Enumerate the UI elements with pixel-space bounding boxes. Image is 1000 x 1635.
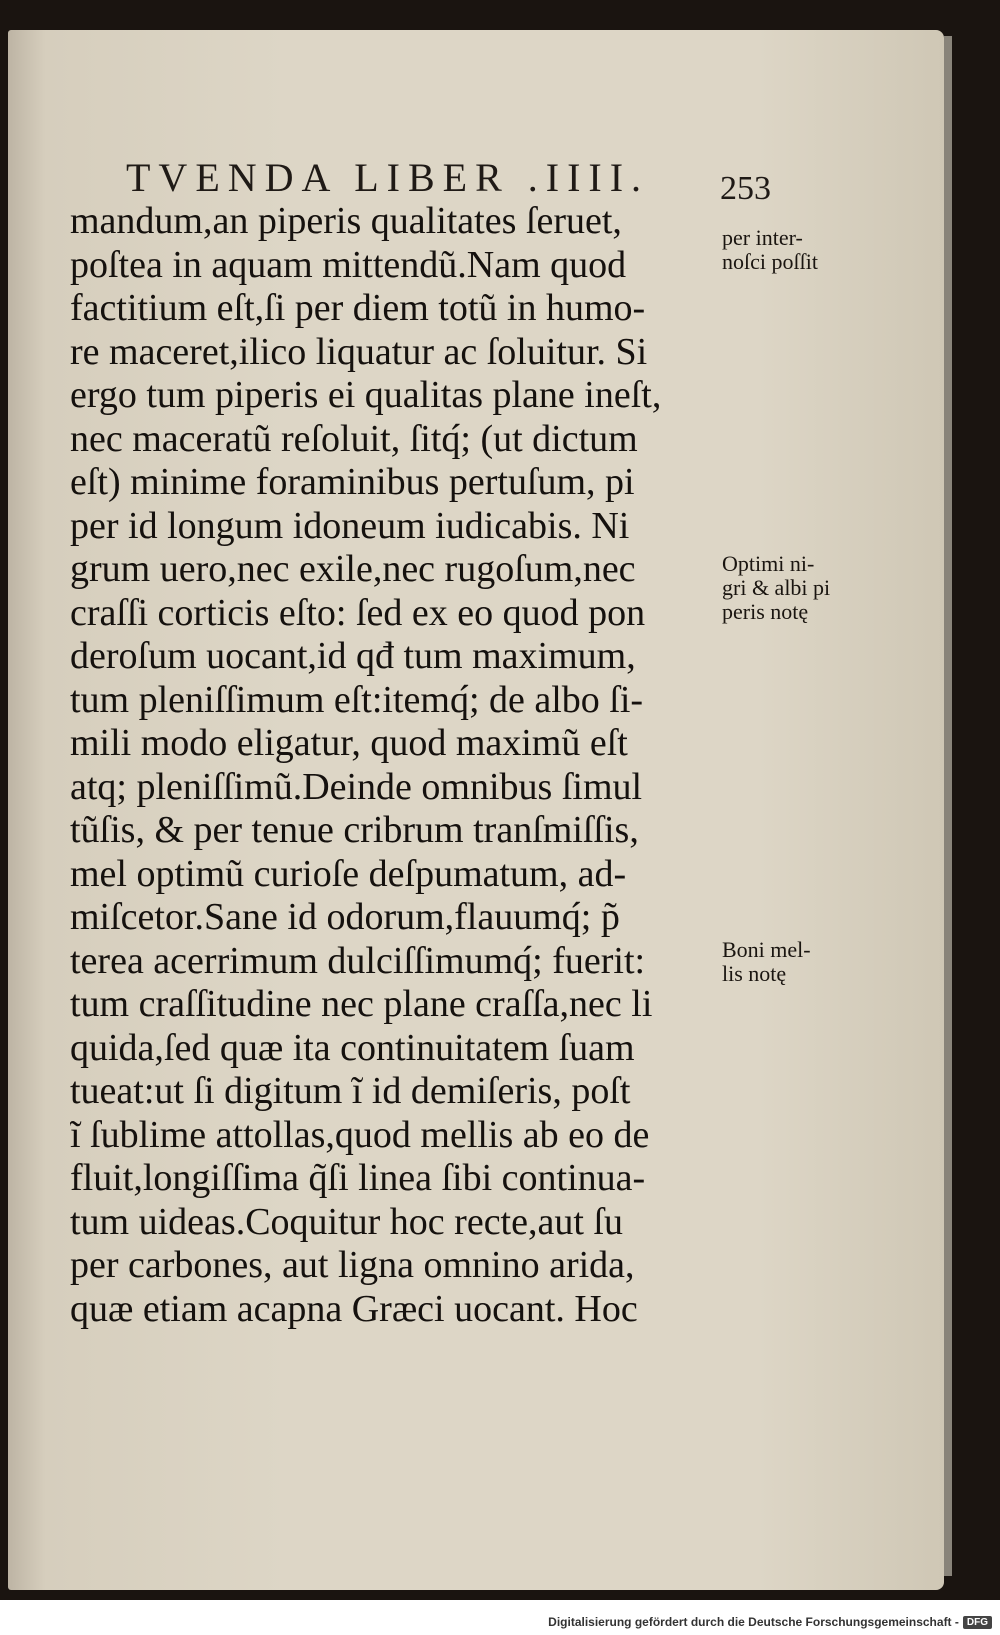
text-line: ergo tum piperis ei qualitas plane ineſt, xyxy=(70,374,662,416)
margin-note-line: Optimi ni- xyxy=(722,551,815,576)
book-page xyxy=(8,30,944,1590)
margin-note-line: noſci poſſit xyxy=(722,249,818,274)
text-line: mel optimũ curioſe deſpumatum, ad- xyxy=(70,852,627,895)
text-line: per carbones, aut ligna omnino arida, xyxy=(70,1244,635,1286)
text-line: poſtea in aquam mittendũ.Nam quod xyxy=(70,243,627,286)
text-line: re maceret,ilico liquatur ac ſoluitur. Si xyxy=(70,330,648,373)
body-text xyxy=(70,200,720,1331)
text-line: terea acerrimum dulciſſimumq́; fuerit: xyxy=(70,939,646,982)
text-line: grum uero,nec exile,nec rugoſum,nec xyxy=(70,548,636,590)
text-line: craſſi corticis eſto: ſed ex eo quod pon xyxy=(70,591,646,634)
text-line: tũſis, & per tenue cribrum tranſmiſſis, xyxy=(70,809,639,851)
text-line: tum pleniſſimum eſt:itemq́; de albo ſi- xyxy=(70,678,644,721)
text-line: tueat:ut ſi digitum ĩ id demiſeris, poſt xyxy=(70,1070,631,1112)
margin-note xyxy=(722,226,818,274)
margin-note xyxy=(722,552,830,624)
page-number: 253 xyxy=(720,170,771,207)
text-line: eſt) minime foraminibus pertuſum, pi xyxy=(70,461,635,503)
dfg-logo-icon: DFG xyxy=(963,1616,992,1629)
funding-text: Digitalisierung gefördert durch die Deutsche Forschungsgemeinschaft - xyxy=(548,1615,959,1629)
margin-note-line: peris notę xyxy=(722,599,809,624)
text-line: tum uideas.Coquitur hoc recte,aut ſu xyxy=(70,1200,623,1243)
funding-footer xyxy=(548,1615,992,1629)
text-line: atq; pleniſſimũ.Deinde omnibus ſimul xyxy=(70,765,643,808)
margin-note-line: Boni mel- xyxy=(722,937,811,962)
text-line: nec maceratũ reſoluit, ſitq́; (ut dictum xyxy=(70,417,638,460)
text-line: fluit,longiſſima q̃ſi linea ſibi continua- xyxy=(70,1157,646,1199)
text-line: tum craſſitudine nec plane craſſa,nec li xyxy=(70,983,653,1025)
text-line: deroſum uocant,id qđ tum maximum, xyxy=(70,635,636,677)
text-line: quæ etiam acapna Græci uocant. Hoc xyxy=(70,1287,638,1330)
margin-note xyxy=(722,938,811,986)
text-line: mandum,an piperis qualitates ſeruet, xyxy=(70,200,622,242)
text-line: ĩ ſublime attollas,quod mellis ab eo de xyxy=(70,1113,650,1156)
margin-note-line: per inter- xyxy=(722,225,803,250)
text-line: mili modo eligatur, quod maximũ eſt xyxy=(70,722,628,764)
page-edge xyxy=(944,36,952,1576)
running-title: TVENDA LIBER .IIII. xyxy=(126,155,650,200)
text-line: per id longum idoneum iudicabis. Ni xyxy=(70,504,630,547)
margin-note-line: lis notę xyxy=(722,961,787,986)
text-line: factitium eſt,ſi per diem totũ in humo- xyxy=(70,287,646,329)
margin-note-line: gri & albi pi xyxy=(722,575,831,600)
text-line: miſcetor.Sane id odorum,flauumq́; p̃ xyxy=(70,896,620,938)
text-line: quida,ſed quæ ita continuitatem ſuam xyxy=(70,1026,635,1069)
